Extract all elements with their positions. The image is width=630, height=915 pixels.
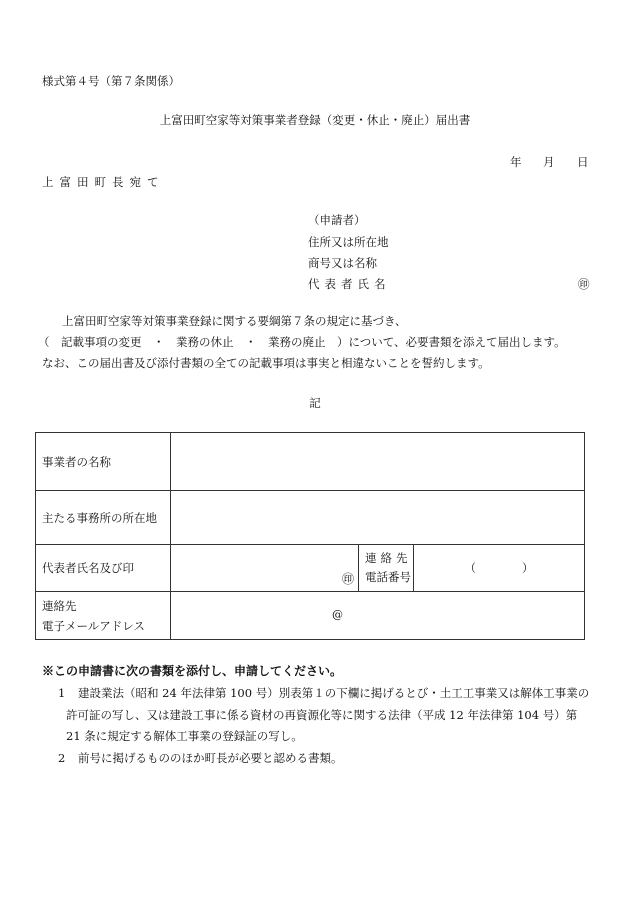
applicant-address-label: 住所又は所在地 [308, 235, 389, 249]
email-label-line-2: 電子メールアドレス [42, 618, 145, 633]
phone-format: （ ） [464, 561, 534, 575]
applicant-seal: ㊞ [578, 277, 590, 291]
email-label [36, 592, 171, 640]
phone-label: 電話番号 [365, 570, 411, 584]
note-2-line-1: 前号に掲げるもののほか町長が必要と認める書類。 [78, 751, 343, 765]
representative-field[interactable] [171, 545, 359, 592]
body-line-3: なお、この届出書及び添付書類の全ての記載事項は事実と相違ないことを誓約します。 [42, 356, 490, 370]
page-title: 上富田町空家等対策事業者登録（変更・休止・廃止）届出書 [159, 113, 471, 127]
addressee: 上富田町長宛て [42, 175, 165, 189]
note-1-line-3: 21 条に規定する解体工事業の登録証の写し。 [66, 729, 303, 743]
body-line-1: 上富田町空家等対策事業登録に関する要綱第７条の規定に基づき、 [62, 314, 407, 328]
main-office-label: 主たる事務所の所在地 [36, 491, 171, 545]
body-line-2: （ 記載事項の変更 ・ 業務の休止 ・ 業務の廃止 ）について、必要書類を添えて届出します。 [38, 335, 566, 349]
notes-heading: ※この申請書に次の書類を添付し、申請してください。 [42, 664, 343, 678]
table-seal: ㊞ [341, 572, 354, 586]
note-1-line-2: 許可証の写し、又は建設工事に係る資材の再資源化等に関する法律（平成 12 年法律第 104 号）第 [66, 708, 578, 722]
email-at-sign: @ [332, 608, 343, 621]
phone-field[interactable] [414, 545, 585, 592]
form-number: 様式第４号（第７条関係） [42, 74, 180, 88]
business-name-field[interactable] [171, 433, 585, 491]
business-name-label: 事業者の名称 [36, 433, 171, 491]
note-1-line-1: 建設業法（昭和 24 年法律第 100 号）別表第１の下欄に掲げるとび・土工工事業又は解体工事業の [78, 686, 590, 700]
applicant-heading: （申請者） [308, 213, 366, 227]
note-1-number: 1 [58, 686, 66, 700]
contact-phone-label [359, 545, 414, 592]
contact-label: 連絡先 [365, 551, 412, 565]
applicant-representative-label: 代表者氏名 [308, 277, 391, 291]
registration-table [35, 432, 585, 640]
note-2-number: 2 [58, 751, 66, 765]
email-field[interactable] [171, 592, 585, 640]
email-label-line-1: 連絡先 [42, 598, 77, 613]
date-month: 月 [543, 155, 555, 169]
applicant-trade-name-label: 商号又は名称 [308, 256, 377, 270]
date-day: 日 [577, 155, 589, 169]
date-year: 年 [510, 155, 522, 169]
main-office-field[interactable] [171, 491, 585, 545]
representative-label: 代表者氏名及び印 [36, 545, 171, 592]
ki-heading: 記 [309, 396, 321, 410]
